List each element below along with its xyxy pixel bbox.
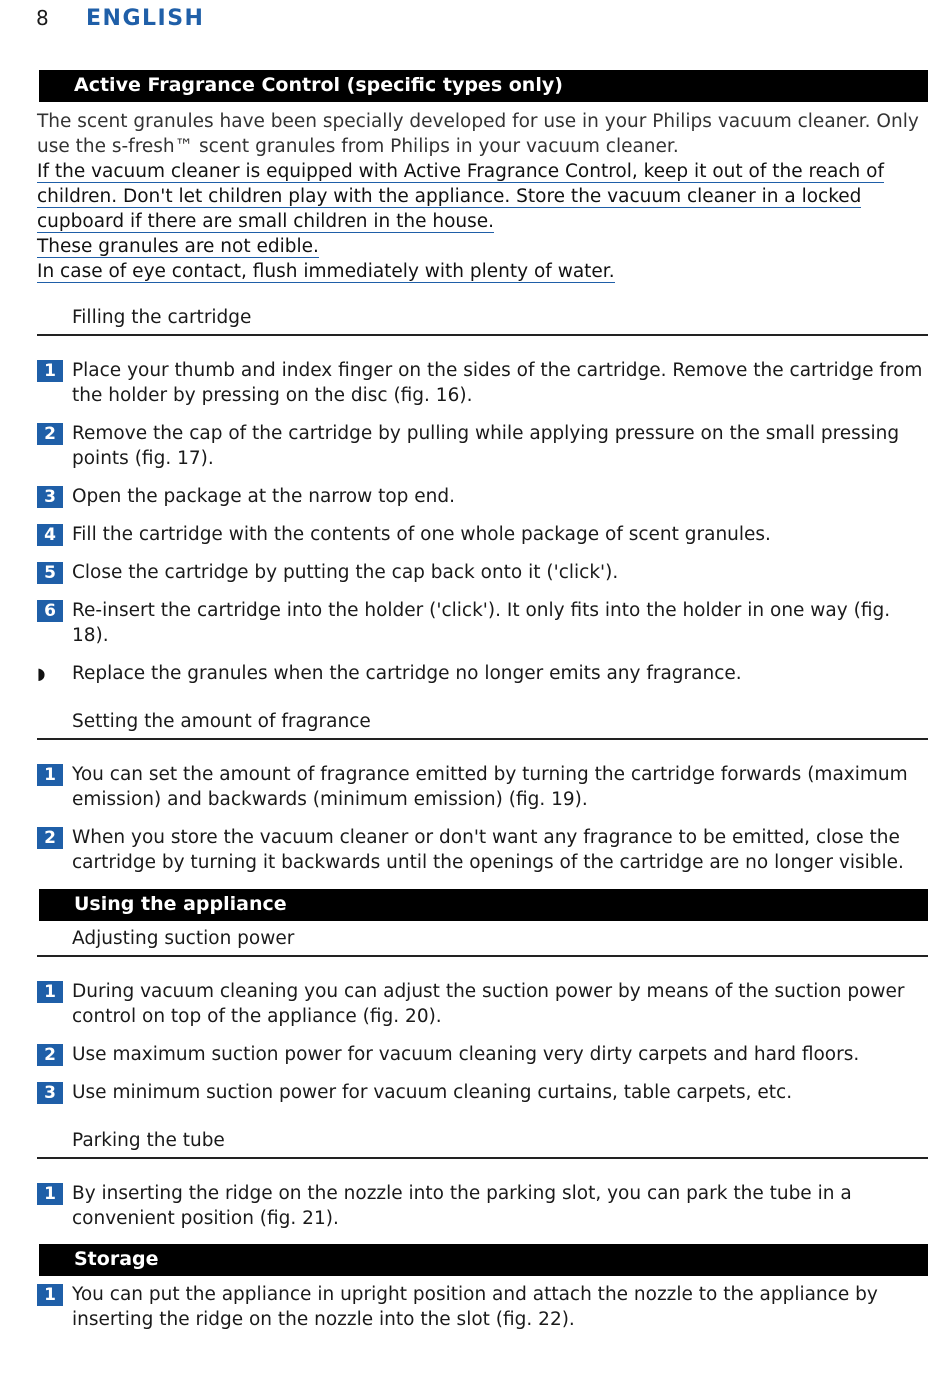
list-item <box>37 1181 928 1231</box>
step-number: 1 <box>37 1183 63 1205</box>
list-item <box>37 358 928 408</box>
bullet-icon: ◗ <box>37 664 46 683</box>
warning-2 <box>37 234 928 259</box>
list-item <box>37 762 928 812</box>
steps-suction <box>37 979 928 1105</box>
step-number: 1 <box>37 1284 63 1306</box>
step-text: By inserting the ridge on the nozzle into the parking slot, you can park the tube in a convenient position (fig. 21). <box>72 1183 852 1229</box>
step-text: Close the cartridge by putting the cap back onto it ('click'). <box>72 562 619 583</box>
page-header <box>36 6 204 36</box>
step-text: You can put the appliance in upright position and attach the nozzle to the appliance by inserting the ridge on the nozzle into the slot (fig. 22). <box>72 1284 878 1330</box>
warning-text: If the vacuum cleaner is equipped with Active Fragrance Control, keep it out of the reach of children. Don't let children play with the appliance. Store the vacuum cleaner in a locked cupboard if there are small children in the house. <box>37 161 884 232</box>
list-item <box>37 598 928 648</box>
steps-parking <box>37 1181 928 1231</box>
step-text: Remove the cap of the cartridge by pulling while applying pressure on the small pressing points (fig. 17). <box>72 423 900 469</box>
page-number: 8 <box>36 6 49 30</box>
list-item <box>37 661 928 686</box>
step-text: When you store the vacuum cleaner or don't want any fragrance to be emitted, close the cartridge by turning it backwards until the openings of the cartridge are no longer visible. <box>72 827 904 873</box>
steps-filling <box>37 358 928 686</box>
section-heading-using: Using the appliance <box>39 889 928 921</box>
subheading-filling: Filling the cartridge <box>37 306 928 336</box>
step-text: Re-insert the cartridge into the holder ('click'). It only fits into the holder in one way (fig. 18). <box>72 600 891 646</box>
step-text: Open the package at the narrow top end. <box>72 486 456 507</box>
step-text: Replace the granules when the cartridge no longer emits any fragrance. <box>72 663 742 684</box>
list-item <box>37 825 928 875</box>
list-item <box>37 484 928 509</box>
subheading-parking: Parking the tube <box>37 1129 928 1159</box>
warning-text: These granules are not edible. <box>37 236 319 257</box>
step-number: 5 <box>37 562 63 584</box>
step-number: 2 <box>37 1044 63 1066</box>
step-number: 3 <box>37 1082 63 1104</box>
step-number: 3 <box>37 486 63 508</box>
warning-text: In case of eye contact, flush immediately with plenty of water. <box>37 261 615 282</box>
step-text: Use maximum suction power for vacuum cleaning very dirty carpets and hard floors. <box>72 1044 860 1065</box>
step-number: 4 <box>37 524 63 546</box>
list-item <box>37 560 928 585</box>
step-text: During vacuum cleaning you can adjust the suction power by means of the suction power control on top of the appliance (fig. 20). <box>72 981 905 1027</box>
step-text: You can set the amount of fragrance emitted by turning the cartridge forwards (maximum emission) and backwards (minimum emission) (fig. 19). <box>72 764 908 810</box>
intro-paragraph: The scent granules have been specially developed for use in your Philips vacuum cleaner. Only use the s-fresh™ scent granules from Philips in your vacuum cleaner. <box>37 111 919 157</box>
step-text: Fill the cartridge with the contents of one whole package of scent granules. <box>72 524 771 545</box>
steps-amount <box>37 762 928 875</box>
step-number: 2 <box>37 423 63 445</box>
step-number: 1 <box>37 764 63 786</box>
language-label: ENGLISH <box>86 6 205 31</box>
step-number: 1 <box>37 981 63 1003</box>
step-text: Place your thumb and index finger on the sides of the cartridge. Remove the cartridge from the holder by pressing on the disc (fig. 16). <box>72 360 923 406</box>
list-item <box>37 1080 928 1105</box>
steps-storage <box>37 1282 928 1332</box>
list-item <box>37 1282 928 1332</box>
list-item <box>37 421 928 471</box>
section-heading-storage: Storage <box>39 1244 928 1276</box>
document-body <box>37 70 928 1345</box>
subheading-amount: Setting the amount of fragrance <box>37 710 928 740</box>
step-text: Use minimum suction power for vacuum cleaning curtains, table carpets, etc. <box>72 1082 793 1103</box>
step-number: 1 <box>37 360 63 382</box>
warning-1 <box>37 159 928 234</box>
list-item <box>37 979 928 1029</box>
warning-3 <box>37 259 928 284</box>
step-number: 6 <box>37 600 63 622</box>
step-number: 2 <box>37 827 63 849</box>
list-item <box>37 522 928 547</box>
list-item <box>37 1042 928 1067</box>
section-heading-fragrance: Active Fragrance Control (specific types only) <box>39 70 928 102</box>
subheading-suction: Adjusting suction power <box>37 927 928 957</box>
